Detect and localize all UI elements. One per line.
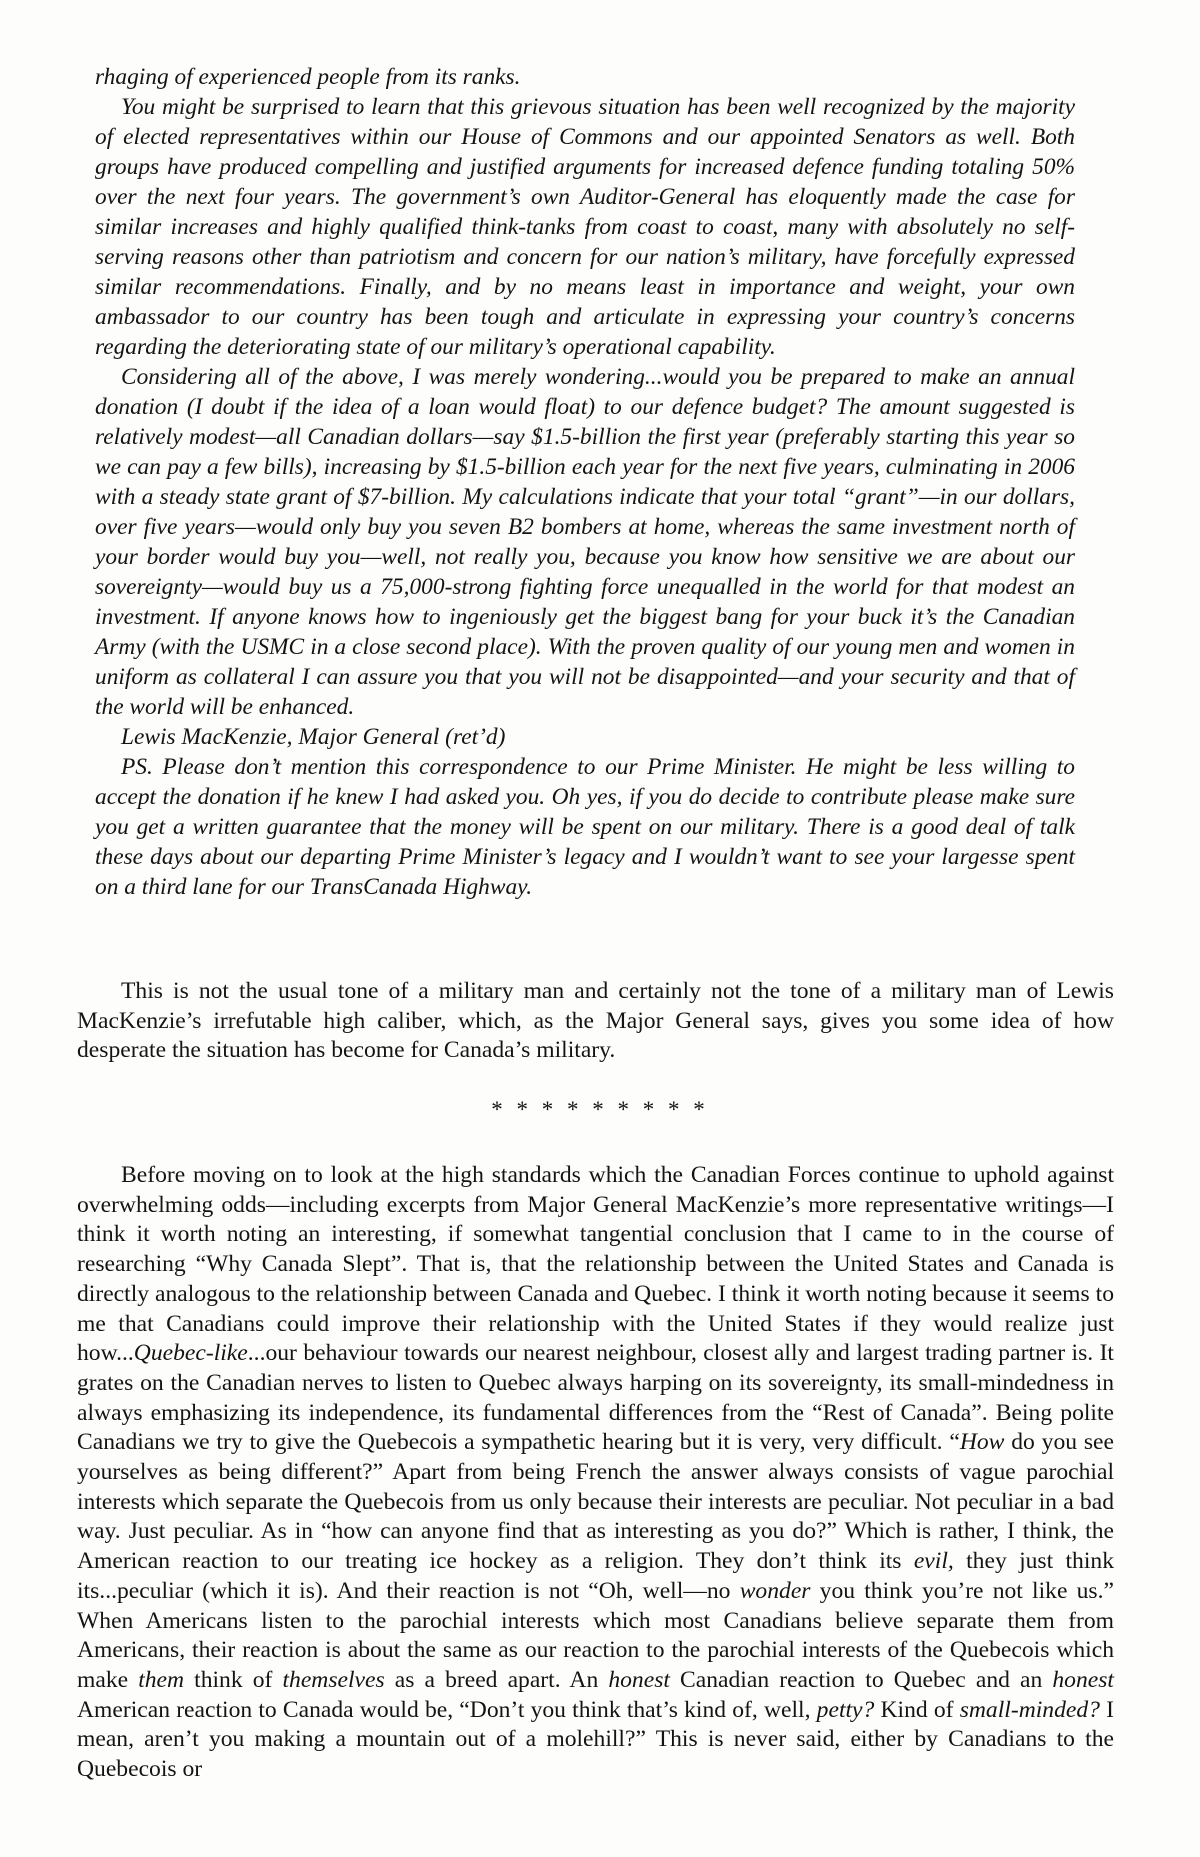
emphasis-run: them bbox=[138, 1666, 185, 1693]
text-run: Kind of bbox=[874, 1696, 960, 1723]
text-run: ...our behaviour towards our nearest neighbour, closest ally and largest trading partner is. It grates on the Canadian nerves to listen to Quebec always harping on its sovereignty, its small-mindedness in always emphasizing its independence, its fundamental differences from the “Rest of Canada”. Being polite Canadians we try to give the Quebecois a sympathetic hearing but it is very, very difficult. “ bbox=[77, 1340, 1114, 1456]
text-run: you think you’re not like us.” When Americans listen to the parochial interests which most Canadians believe separate them from Americans, their reaction is about the same as our reaction to the parochial interests of the Quebecois which make bbox=[77, 1577, 1114, 1693]
emphasis-run: Quebec-like bbox=[133, 1340, 248, 1367]
letter-postscript: PS. Please don’t mention this correspondence to our Prime Minister. He might be less willing to accept the donation if he knew I had asked you. Oh yes, if you do decide to contribute please make sure you get a written guarantee that the money will be spent on our military. There is a good deal of talk these days about our departing Prime Minister’s legacy and I wouldn’t want to see your largesse spent on a third lane for our TransCanada Highway. bbox=[95, 754, 1075, 900]
text-run: do you see yourselves as being different?” Apart from being French the answer always consists of vague parochial interests which separate the Quebecois from us only because their interests are peculiar. Not peculiar in a bad way. Just peculiar. As in “how can anyone find that as interesting as you do?” Which is rather, I think, the American reaction to our treating ice hockey as a religion. They don’t think its bbox=[77, 1429, 1114, 1575]
letter-paragraph: rhaging of experienced people from its ranks. bbox=[95, 64, 521, 90]
quoted-letter bbox=[95, 62, 1075, 902]
main-paragraph-block bbox=[77, 1161, 1114, 1785]
emphasis-run: petty? bbox=[816, 1696, 875, 1723]
letter-paragraph: Considering all of the above, I was merely wondering...would you be prepared to make an annual donation (I doubt if the idea of a loan would float) to our defence budget? The amount suggested is relatively modest—all Canadian dollars—say $1.5-billion the first year (preferably starting this year so we can pay a few bills), increasing by $1.5-billion each year for the next five years, culminating in 2006 with a steady state grant of $7-billion. My calculations indicate that your total “grant”—in our dollars, over five years—would only buy you seven B2 bombers at home, whereas the same investment north of your border would buy you—well, not really you, because you know how sensitive we are about our sovereignty—would buy us a 75,000-strong fighting force unequalled in the world for that modest an investment. If anyone knows how to ingeniously get the biggest bang for your buck it’s the Canadian Army (with the USMC in a close second place). With the proven quality of our young men and women in uniform as collateral I can assure you that you will not be disappointed—and your security and that of the world will be enhanced. bbox=[95, 364, 1075, 720]
emphasis-run: small-minded? bbox=[959, 1696, 1100, 1723]
text-run: American reaction to Canada would be, “Don’t you think that’s kind of, well, bbox=[77, 1696, 817, 1723]
text-run: they just think its...peculiar (which it is). And their reaction is not “Oh, well—no bbox=[77, 1548, 1114, 1604]
text-run: think of bbox=[184, 1666, 283, 1693]
emphasis-run: evil, bbox=[913, 1548, 954, 1575]
emphasis-run: honest bbox=[1052, 1666, 1114, 1693]
emphasis-run: wonder bbox=[739, 1577, 811, 1604]
closing-paragraph: This is not the usual tone of a military man and certainly not the tone of a military man of Lewis MacKenzie’s irrefutable high caliber, which, as the Major General says, gives you some idea of how desperate the situation has become for Canada’s military. bbox=[77, 978, 1114, 1064]
letter-signature: Lewis MacKenzie, Major General (ret’d) bbox=[121, 724, 506, 750]
text-run: Canadian reaction to Quebec and an bbox=[669, 1666, 1053, 1693]
emphasis-run: How bbox=[959, 1429, 1005, 1456]
text-run: as a breed apart. An bbox=[384, 1666, 609, 1693]
text-run: Before moving on to look at the high standards which the Canadian Forces continue to uphold against overwhelming odds—including excerpts from Major General MacKenzie’s more representative writings—I think it worth noting an interesting, if somewhat tangential conclusion that I came to in the course of researching “Why Canada Slept”. That is, that the relationship between the United States and Canada is directly analogous to the relationship between Canada and Quebec. I think it worth noting because it seems to me that Canadians could improve their relationship with the United States if they would realize just how... bbox=[77, 1162, 1114, 1367]
main-paragraph bbox=[77, 1161, 1114, 1785]
letter-paragraph: You might be surprised to learn that this grievous situation has been well recognized by the majority of elected representatives within our House of Commons and our appointed Senators as well. Both groups have produced compelling and justified arguments for increased defence funding totaling 50% over the next four years. The government’s own Auditor-General has eloquently made the case for similar increases and highly qualified think-tanks from coast to coast, many with absolutely no self-serving reasons other than patriotism and concern for our nation’s military, have forcefully expressed similar recommendations. Finally, and by no means least in importance and weight, your own ambassador to our country has been tough and articulate in expressing your country’s concerns regarding the deteriorating state of our military’s operational capability. bbox=[95, 94, 1075, 360]
emphasis-run: honest bbox=[608, 1666, 670, 1693]
emphasis-run: themselves bbox=[282, 1666, 385, 1693]
section-separator: * * * * * * * * * bbox=[491, 1097, 709, 1122]
closing-paragraph-block bbox=[77, 977, 1114, 1066]
text-run: I mean, aren’t you making a mountain out of a molehill?” This is never said, either by Canadians to the Quebecois or bbox=[77, 1696, 1114, 1783]
